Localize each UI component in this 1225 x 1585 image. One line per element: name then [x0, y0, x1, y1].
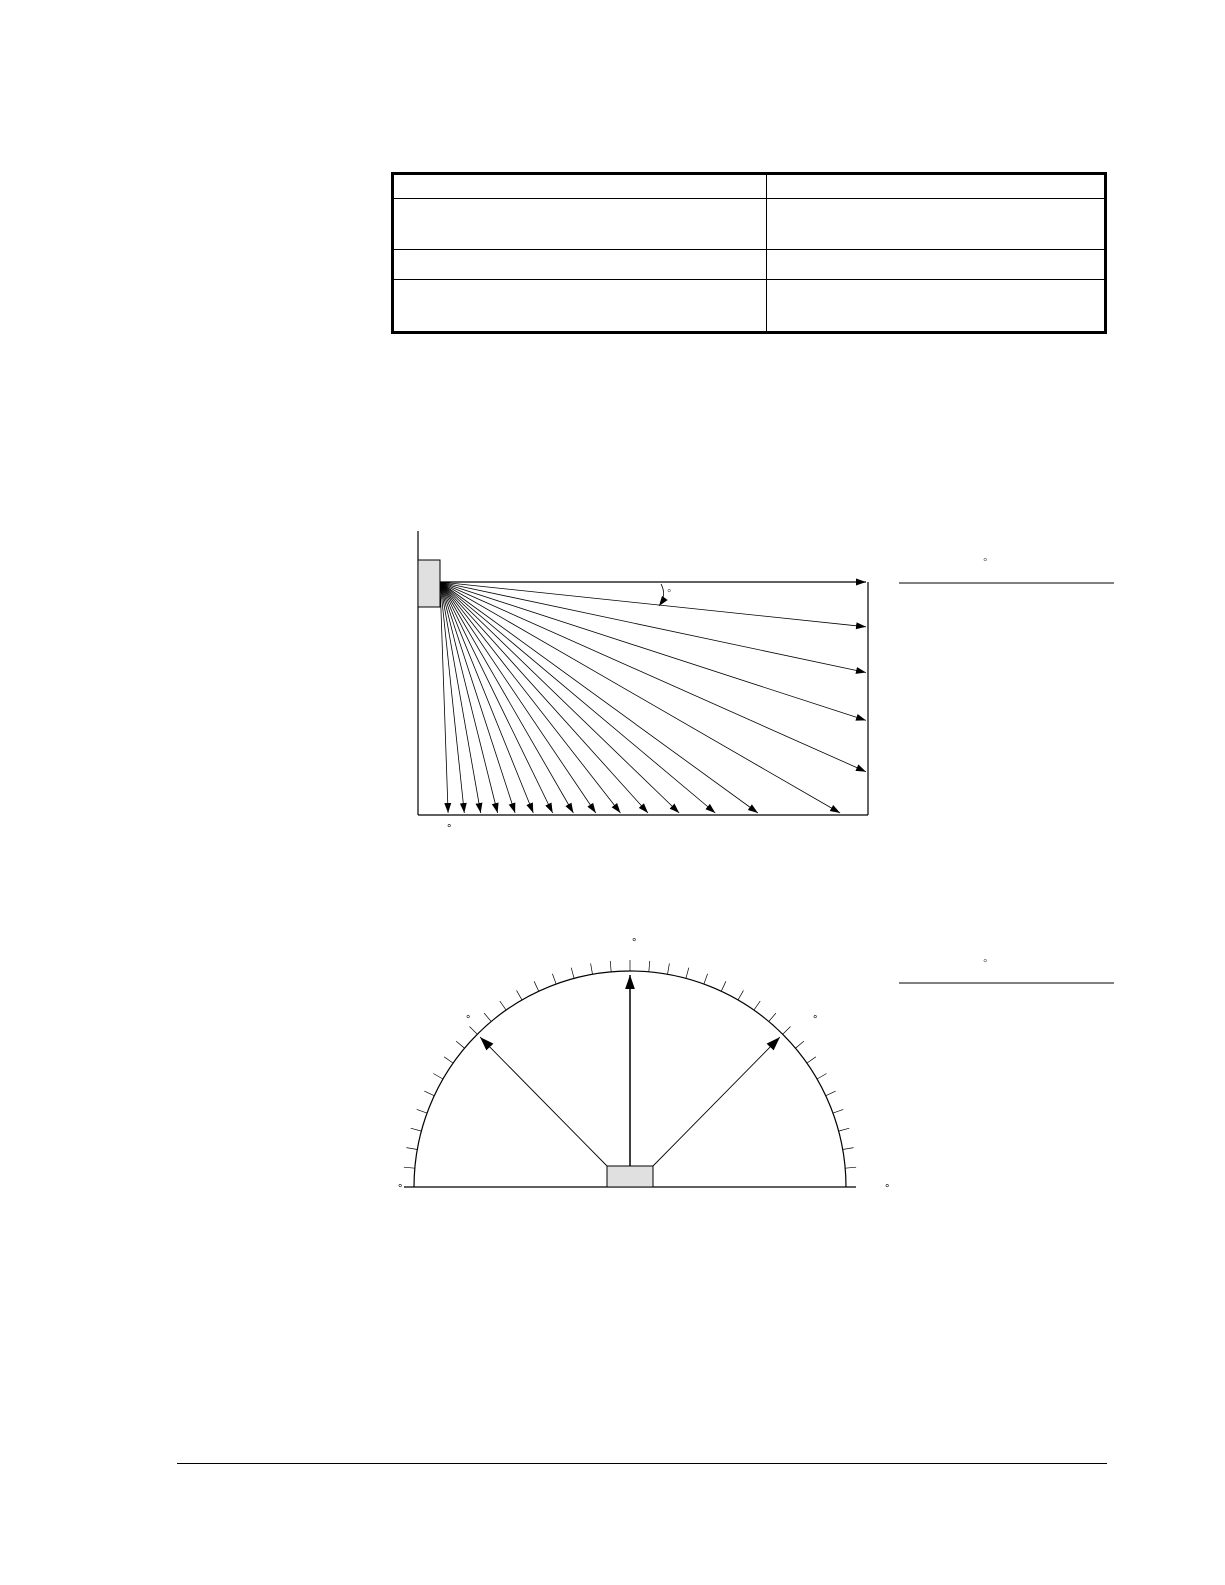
fan-ray [440, 582, 553, 813]
arc-tick [807, 1057, 816, 1063]
side-coverage-diagram [418, 531, 1114, 835]
fan-ray [440, 582, 448, 813]
arc-tick [417, 1109, 427, 1113]
arc-tick [839, 1128, 850, 1131]
upper-right-marker: ° [813, 1014, 818, 1026]
arc-tick [424, 1091, 434, 1096]
fan-ray [440, 582, 758, 813]
fan-ray [440, 582, 679, 813]
arc-tick [845, 1167, 856, 1168]
angle-marker: ° [667, 588, 672, 600]
fan-ray [440, 582, 648, 813]
arc-tick [591, 963, 593, 974]
arc-tick [571, 968, 574, 979]
legend-marker: ° [983, 958, 988, 970]
direction-arrow [480, 1037, 607, 1166]
fan-ray [440, 582, 866, 720]
bottom-marker: ° [447, 823, 452, 835]
angle-arc [659, 584, 664, 606]
fan-ray [440, 582, 866, 673]
arc-tick [826, 1091, 836, 1096]
arc-tick [433, 1074, 443, 1080]
arc-tick [754, 1001, 760, 1010]
left-end-marker: ° [398, 1183, 403, 1195]
arc-tick [796, 1041, 804, 1048]
top-coverage-diagram [398, 937, 1114, 1195]
arc-tick [470, 1027, 478, 1035]
arc-tick [738, 990, 744, 1000]
sensor-box [418, 560, 440, 607]
arc-tick [484, 1013, 491, 1021]
right-end-marker: ° [885, 1183, 890, 1195]
fan-ray [440, 582, 715, 813]
top-arrows [480, 975, 780, 1166]
arc-tick [833, 1109, 843, 1113]
legend-marker: ° [983, 557, 988, 569]
arc-tick [843, 1148, 854, 1150]
arc-tick [552, 974, 556, 984]
footer-rule [177, 1463, 1107, 1464]
arc-tick [404, 1167, 415, 1168]
sensor-box [607, 1166, 653, 1187]
direction-arrow [653, 1037, 780, 1166]
fan-ray [440, 582, 533, 813]
arc-tick [704, 974, 708, 984]
arc-tick [411, 1128, 422, 1131]
arc-tick [721, 981, 726, 991]
upper-left-marker: ° [466, 1014, 471, 1026]
arc-tick [456, 1041, 464, 1048]
arc-tick [500, 1001, 506, 1010]
arc-tick [649, 961, 650, 972]
fan-ray [440, 582, 840, 813]
arc-tick [444, 1057, 453, 1063]
arc-tick [534, 981, 539, 991]
arc-tick [610, 961, 611, 972]
arc-tick [686, 968, 689, 979]
fan-ray [440, 582, 866, 627]
arc-tick [817, 1074, 827, 1080]
arc-tick [406, 1148, 417, 1150]
arc-tick [783, 1027, 791, 1035]
arc-tick [517, 990, 523, 1000]
fan-rays [440, 582, 866, 813]
arc-tick [668, 963, 670, 974]
arc-tick [769, 1013, 776, 1021]
fan-ray [440, 582, 621, 813]
fan-ray [440, 582, 498, 813]
fan-ray [440, 582, 515, 813]
top-marker: ° [632, 937, 637, 949]
